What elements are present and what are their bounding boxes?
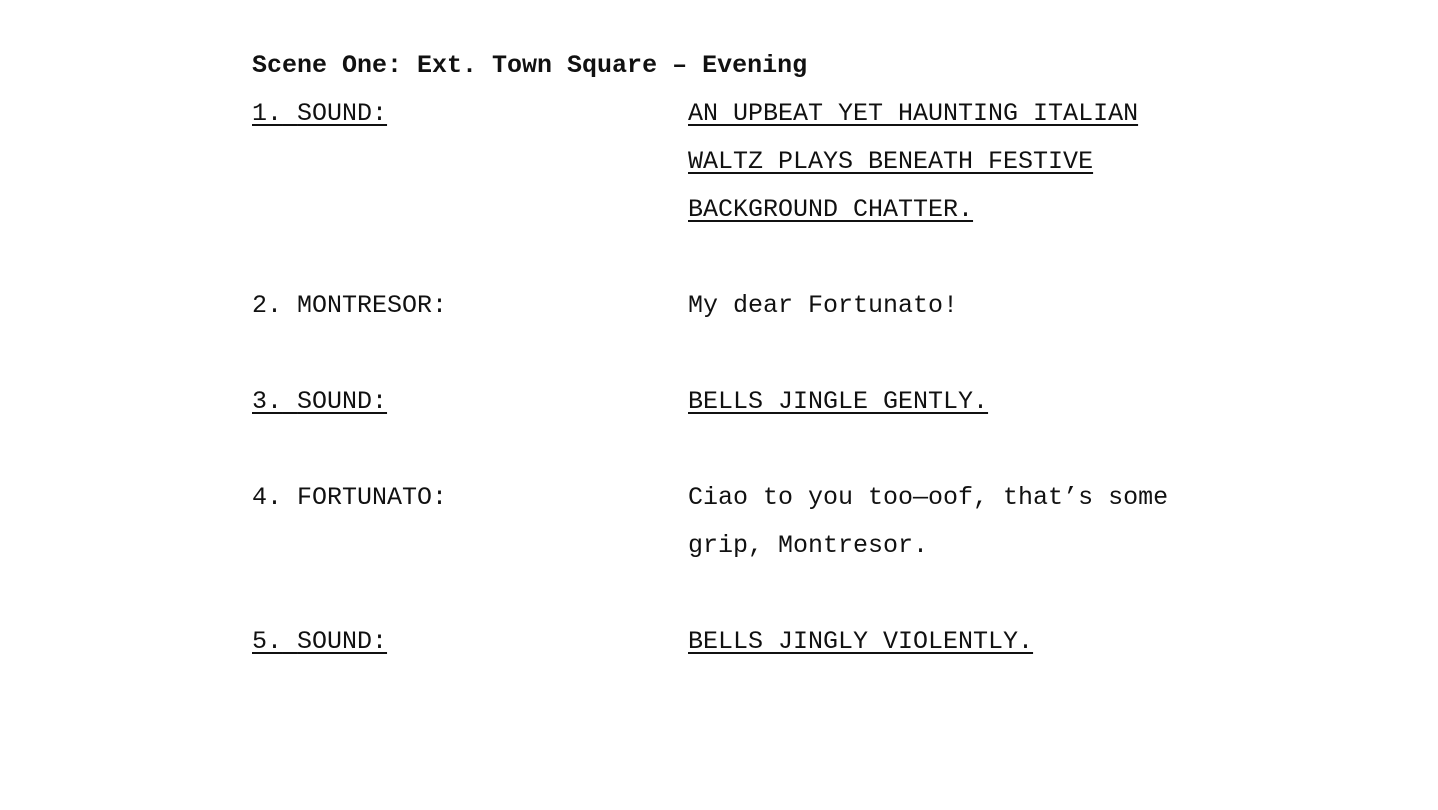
spacer [252, 570, 1252, 618]
cue-label: SOUND: [297, 387, 388, 416]
entry-number: 5. [252, 627, 283, 656]
spacer [252, 426, 1252, 474]
dialogue-text: grip, Montresor. [688, 531, 929, 560]
entry-line [252, 282, 1252, 330]
sound-cue [252, 378, 688, 426]
entry-line [252, 474, 1252, 522]
entry-number: 3. [252, 387, 283, 416]
sound-direction-text: BELLS JINGLE GENTLY. [688, 387, 989, 416]
cue-label: FORTUNATO: [297, 483, 448, 512]
script-entry-sound [252, 618, 1252, 666]
entry-number: 2. [252, 291, 283, 320]
character-cue [252, 474, 688, 522]
sound-direction-text: WALTZ PLAYS BENEATH FESTIVE [688, 147, 1094, 176]
entry-line [252, 618, 1252, 666]
script-entry-sound [252, 90, 1252, 234]
spacer [252, 330, 1252, 378]
sound-cue [252, 618, 688, 666]
cue-label: MONTRESOR: [297, 291, 448, 320]
script-entry-sound [252, 378, 1252, 426]
entry-number: 1. [252, 99, 283, 128]
entry-line [252, 90, 1252, 138]
entry-line [252, 186, 1252, 234]
spacer [252, 234, 1252, 282]
script-entry-dialogue [252, 474, 1252, 570]
sound-direction-text: BELLS JINGLY VIOLENTLY. [688, 627, 1034, 656]
dialogue-text: Ciao to you too—oof, that’s some [688, 483, 1169, 512]
entry-line [252, 522, 1252, 570]
dialogue-text: My dear Fortunato! [688, 291, 959, 320]
cue-label: SOUND: [297, 627, 388, 656]
sound-cue [252, 90, 688, 138]
entry-number: 4. [252, 483, 283, 512]
sound-direction-text: AN UPBEAT YET HAUNTING ITALIAN [688, 99, 1139, 128]
script-entry-dialogue [252, 282, 1252, 330]
script-page [252, 42, 1252, 666]
entry-line [252, 138, 1252, 186]
entry-line [252, 378, 1252, 426]
sound-direction-text: BACKGROUND CHATTER. [688, 195, 974, 224]
cue-label: SOUND: [297, 99, 388, 128]
character-cue [252, 282, 688, 330]
scene-heading: Scene One: Ext. Town Square – Evening [252, 51, 808, 80]
